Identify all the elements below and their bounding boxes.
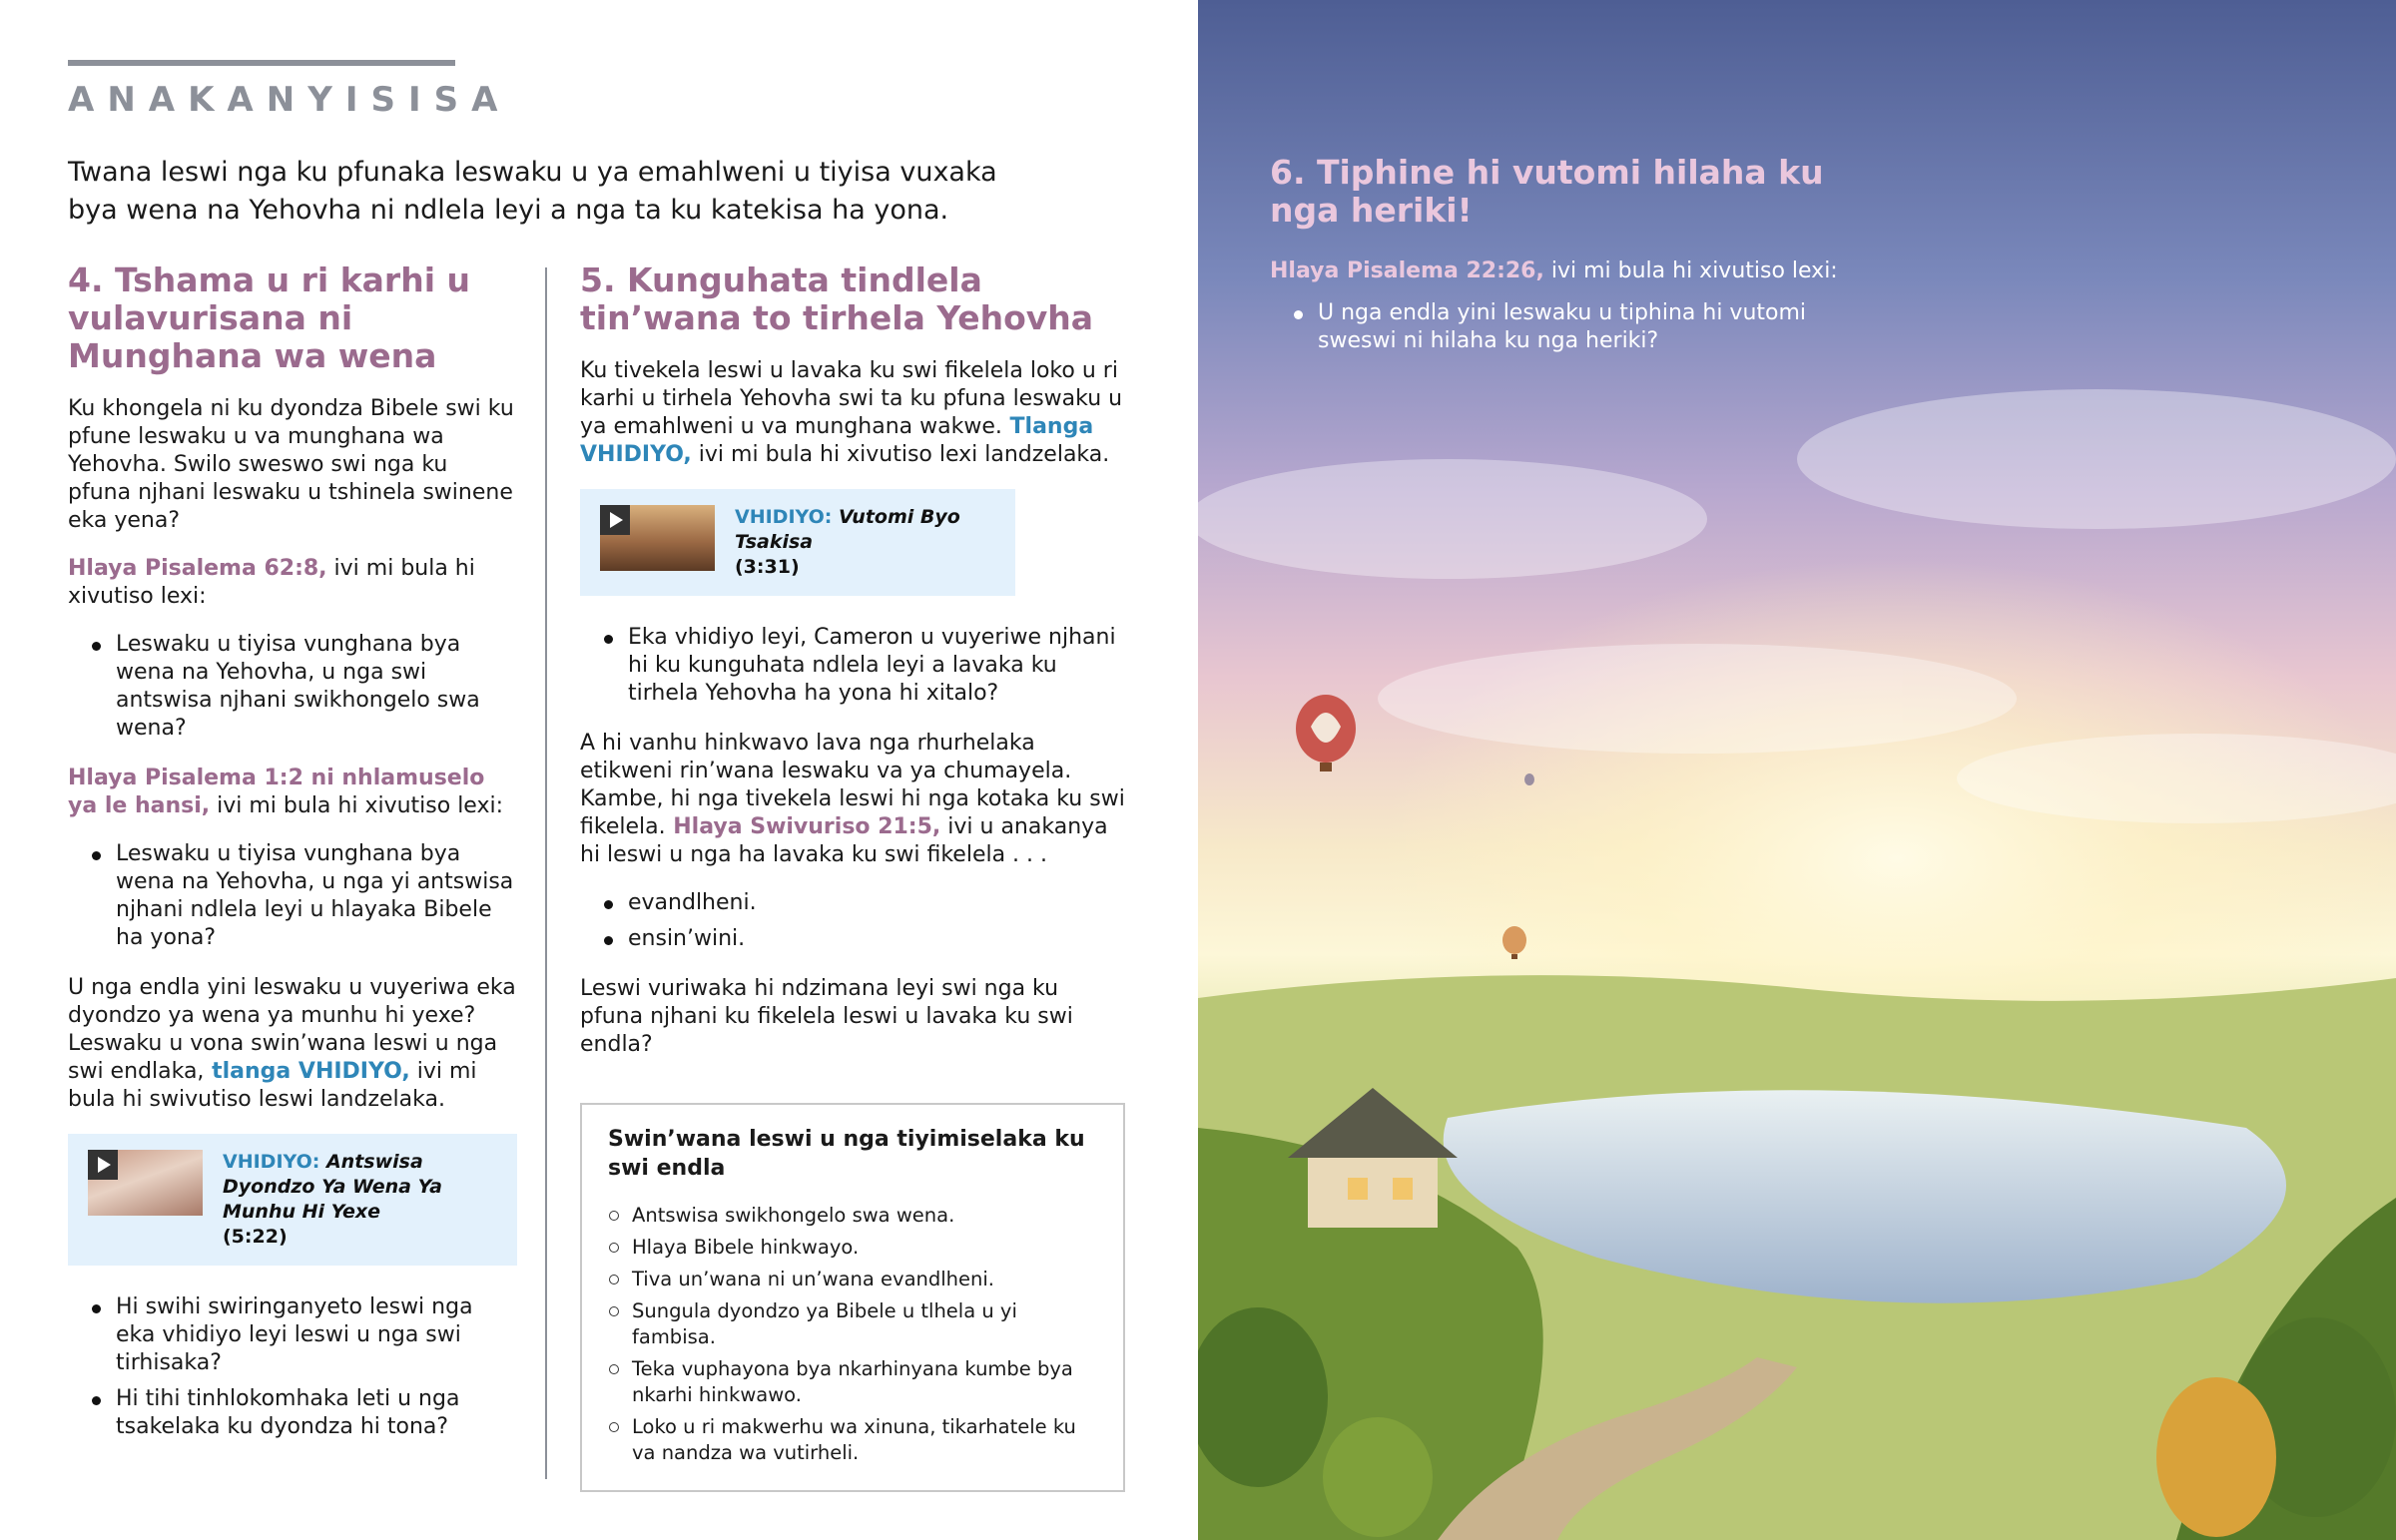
- section4-paragraph-1: Ku khongela ni ku dyondza Bibele swi ku pfune leswaku u va munghana wa Yehovha. Swilo sweswo swi nga ku pfuna njhani leswaku u tshinela swinene eka yena?: [68, 396, 514, 533]
- section6-heading: 6. Tiphine hi vutomi hilaha ku nga heriki!: [1270, 153, 1824, 230]
- section5-paragraph-3: Leswi vuriwaka hi ndzimana leyi swi nga ku pfuna njhani ku fikelela leswi u lavaka ku swi endla?: [580, 976, 1073, 1057]
- read-instruction: ivi mi bula hi xivutiso lexi:: [210, 793, 504, 818]
- goal-item: Loko u ri makwerhu wa xinuna, tikarhatele ku va nandza wa vutirheli.: [632, 1414, 1097, 1466]
- video-duration: (3:31): [735, 556, 800, 578]
- section4-paragraph-2: [68, 974, 517, 1114]
- video-duration: (5:22): [223, 1226, 288, 1248]
- video-card-antswisa[interactable]: [68, 1134, 517, 1266]
- scripture-link-psalm-22-26[interactable]: Hlaya Pisalema 22:26,: [1270, 258, 1544, 283]
- section4-read-2: [68, 765, 517, 820]
- section6-read: [1270, 257, 1969, 285]
- video-thumbnail[interactable]: [600, 505, 715, 571]
- video-card-vutomi[interactable]: [580, 489, 1015, 596]
- goal-item: Tiva un’wana ni un’wana evandlheni.: [632, 1267, 1097, 1292]
- balloon-large: [1296, 695, 1356, 771]
- question-item: Hi tihi tinhlokomhaka leti u nga tsakelaka ku dyondza hi tona?: [116, 1385, 517, 1441]
- question-list: [1270, 299, 1877, 355]
- section4-read-1: [68, 555, 517, 611]
- video-label: VHIDIYO:: [223, 1151, 320, 1173]
- right-page-illustration: [1198, 0, 2396, 1540]
- goal-item: Teka vuphayona bya nkarhinyana kumbe bya nkarhi hinkwawo.: [632, 1356, 1097, 1408]
- goal-item: Hlaya Bibele hinkwayo.: [632, 1235, 1097, 1261]
- read-instruction: ivi mi bula hi xivutiso lexi:: [1543, 258, 1838, 283]
- question-item: Leswaku u tiyisa vunghana bya wena na Yehovha, u nga swi antswisa njhani swikhongelo swa wena?: [116, 631, 517, 743]
- section5-paragraph-1: [580, 357, 1125, 469]
- scripture-link-proverbs-21-5[interactable]: Hlaya Swivuriso 21:5,: [665, 814, 941, 839]
- video-title[interactable]: Vutomi Byo Tsakisa: [735, 506, 960, 553]
- header-rule: [68, 60, 455, 66]
- goals-box: [580, 1103, 1125, 1492]
- goals-box-title: Swin’wana leswi u nga tiyimiselaka ku swi endla: [608, 1127, 1085, 1181]
- play-video-link[interactable]: Tlanga VHIDIYO,: [580, 414, 1094, 467]
- scripture-link-psalm-62-8[interactable]: Hlaya Pisalema 62:8,: [68, 556, 327, 581]
- paragraph-text: ivi u anakanya hi leswi u nga ha lavaka ku swi fikelela . . .: [580, 814, 1108, 867]
- play-icon[interactable]: [88, 1150, 118, 1180]
- goals-list: [608, 1203, 1097, 1466]
- question-item: Eka vhidiyo leyi, Cameron u vuyeriwe njhani hi ku kunguhata ndlela leyi a lavaka ku tirhela Yehovha ha yona hi xitalo?: [628, 624, 1125, 708]
- goal-item: Sungula dyondzo ya Bibele u tlhela u yi fambisa.: [632, 1298, 1097, 1350]
- question-list: [68, 631, 517, 743]
- play-icon[interactable]: [600, 505, 630, 535]
- question-item: U nga endla yini leswaku u tiphina hi vutomi sweswi ni hilaha ku nga heriki?: [1318, 299, 1877, 355]
- question-list: [580, 624, 1125, 708]
- section5-paragraph-2: [580, 730, 1125, 869]
- question-item: Hi swihi swiringanyeto leswi nga eka vhidiyo leyi leswi u nga swi tirhisaka?: [116, 1293, 517, 1377]
- column-right: [580, 261, 1125, 1492]
- video-title[interactable]: Antswisa Dyondzo Ya Wena Ya Munhu Hi Yexe: [223, 1151, 442, 1223]
- question-item: ensin’wini.: [628, 925, 1125, 953]
- question-list: [580, 889, 1125, 953]
- play-video-link[interactable]: tlanga VHIDIYO,: [204, 1059, 410, 1084]
- video-label: VHIDIYO:: [735, 506, 833, 528]
- question-list: [68, 1293, 517, 1441]
- column-left: [68, 261, 517, 1463]
- video-thumbnail[interactable]: [88, 1150, 203, 1216]
- section-eyebrow: ANAKANYISISA: [68, 80, 511, 120]
- paragraph-text: A hi vanhu hinkwavo lava nga rhurhelaka etikweni rin’wana leswaku va ya chumayela. Kambe, hi nga tivekela leswi hi nga kotaka ku swi fikelela.: [580, 731, 1125, 839]
- question-list: [68, 840, 517, 952]
- section4-heading: 4. Tshama u ri karhi u vulavurisana ni Munghana wa wena: [68, 260, 470, 375]
- balloon-small: [1524, 773, 1534, 785]
- paragraph-text: ivi mi bula hi xivutiso lexi landzelaka.: [691, 442, 1110, 467]
- video-caption: [223, 1150, 497, 1250]
- intro-text: Twana leswi nga ku pfunaka leswaku u ya emahlweni u tiyisa vuxaka bya wena na Yehovha ni ndlela leyi a nga ta ku katekisa ha yona.: [68, 157, 997, 226]
- paragraph-text: ivi mi bula hi swivutiso leswi landzelaka.: [68, 1059, 477, 1112]
- question-item: evandlheni.: [628, 889, 1125, 917]
- read-instruction: ivi mi bula hi xivutiso lexi:: [68, 556, 475, 609]
- question-item: Leswaku u tiyisa vunghana bya wena na Yehovha, u nga yi antswisa njhani ndlela leyi u hlayaka Bibele ha yona?: [116, 840, 517, 952]
- landscape-illustration: [1198, 0, 2396, 1540]
- video-caption: [735, 505, 995, 580]
- section5-heading: 5. Kunguhata tindlela tin’wana to tirhela Yehovha: [580, 260, 1094, 337]
- paragraph-text: U nga endla yini leswaku u vuyeriwa eka dyondzo ya wena ya munhu hi yexe? Leswaku u vona swin’wana leswi u nga swi endlaka,: [68, 975, 516, 1084]
- paragraph-text: Ku tivekela leswi u lavaka ku swi fikelela loko u ri karhi u tirhela Yehovha swi ta ku pfuna leswaku u ya emahlweni u va munghana wakwe.: [580, 358, 1123, 439]
- column-divider: [545, 267, 547, 1479]
- scripture-link-psalm-1-2[interactable]: Hlaya Pisalema 1:2 ni nhlamuselo ya le hansi,: [68, 766, 485, 818]
- goal-item: Antswisa swikhongelo swa wena.: [632, 1203, 1097, 1229]
